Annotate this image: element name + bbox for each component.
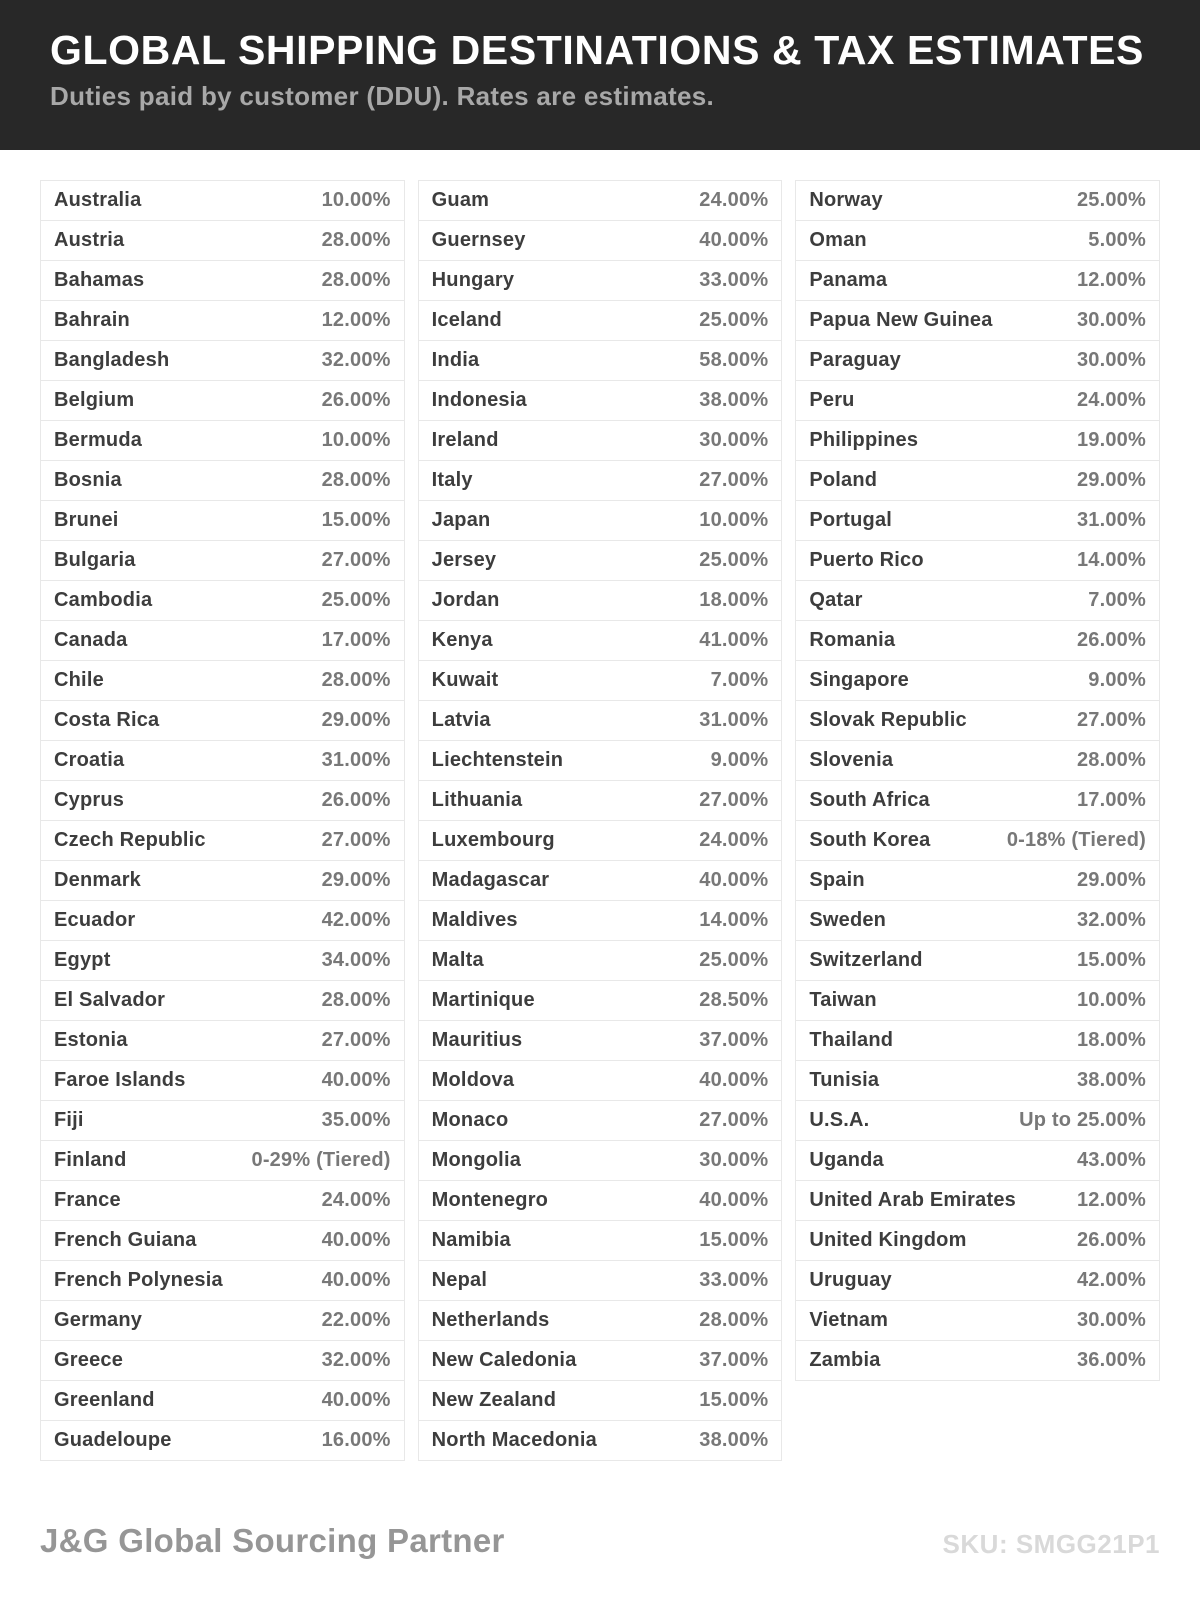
footer-brand: J&G Global Sourcing Partner	[40, 1522, 505, 1559]
country-name: Norway	[809, 189, 883, 211]
country-name: Nepal	[431, 1269, 488, 1291]
rate-row	[418, 1260, 783, 1301]
rate-value: 24.00%	[699, 189, 769, 211]
rate-row	[795, 820, 1160, 861]
rate-value: 14.00%	[1076, 549, 1146, 571]
rate-value: 10.00%	[321, 429, 391, 451]
rate-row	[795, 900, 1160, 941]
rate-value: 40.00%	[699, 229, 769, 251]
rate-value: 27.00%	[321, 1029, 391, 1051]
country-name: Madagascar	[431, 869, 550, 891]
rate-row	[40, 860, 405, 901]
rate-value: 12.00%	[1076, 1189, 1146, 1211]
rate-row	[418, 540, 783, 581]
rate-row	[795, 860, 1160, 901]
rate-value: 26.00%	[1076, 1229, 1146, 1251]
rate-row	[418, 940, 783, 981]
rate-row	[795, 740, 1160, 781]
country-name: Costa Rica	[54, 709, 160, 731]
country-name: Philippines	[809, 429, 919, 451]
rate-row	[418, 1380, 783, 1421]
rate-row	[418, 1420, 783, 1461]
rate-row	[40, 620, 405, 661]
rate-row	[40, 1140, 405, 1181]
country-name: Bangladesh	[54, 349, 170, 371]
rate-value: 28.50%	[699, 989, 769, 1011]
rate-value: 28.00%	[321, 469, 391, 491]
rate-value: 32.00%	[321, 349, 391, 371]
rate-row	[795, 420, 1160, 461]
rate-value: 30.00%	[699, 1149, 769, 1171]
country-name: Faroe Islands	[54, 1069, 186, 1091]
country-name: Greece	[54, 1349, 124, 1371]
rate-value: 7.00%	[710, 669, 769, 691]
rate-value: 25.00%	[321, 589, 391, 611]
rate-row	[795, 460, 1160, 501]
country-name: Moldova	[431, 1069, 515, 1091]
country-name: Kenya	[431, 629, 493, 651]
rate-value: 42.00%	[321, 909, 391, 931]
rate-value: 37.00%	[699, 1349, 769, 1371]
country-name: Japan	[431, 509, 491, 531]
rate-value: 22.00%	[321, 1309, 391, 1331]
rate-row	[40, 980, 405, 1021]
rate-row	[40, 340, 405, 381]
country-name: Uruguay	[809, 1269, 892, 1291]
country-name: Belgium	[54, 389, 135, 411]
rate-row	[40, 900, 405, 941]
country-name: North Macedonia	[431, 1429, 597, 1451]
rate-value: 27.00%	[321, 549, 391, 571]
country-name: Montenegro	[431, 1189, 549, 1211]
rate-value: 38.00%	[699, 1429, 769, 1451]
country-name: Romania	[809, 629, 896, 651]
rate-row	[795, 260, 1160, 301]
country-name: Denmark	[54, 869, 141, 891]
rate-value: 5.00%	[1088, 229, 1146, 251]
rate-row	[418, 860, 783, 901]
country-name: Fiji	[54, 1109, 84, 1131]
rate-row	[418, 1060, 783, 1101]
rate-value: 28.00%	[321, 229, 391, 251]
rate-row	[40, 380, 405, 421]
country-name: Germany	[54, 1309, 143, 1331]
rate-row	[40, 1220, 405, 1261]
rate-value: 14.00%	[699, 909, 769, 931]
country-name: Finland	[54, 1149, 127, 1171]
rate-row	[40, 1260, 405, 1301]
country-name: Egypt	[54, 949, 111, 971]
rate-value: 28.00%	[321, 669, 391, 691]
rate-row	[418, 1180, 783, 1221]
country-name: Papua New Guinea	[809, 309, 993, 331]
country-name: Latvia	[431, 709, 491, 731]
country-name: Jersey	[431, 549, 497, 571]
rate-row	[40, 1420, 405, 1461]
rate-row	[40, 500, 405, 541]
country-name: Uganda	[809, 1149, 884, 1171]
rate-value: 12.00%	[321, 309, 391, 331]
country-name: Monaco	[431, 1109, 509, 1131]
rate-value: 18.00%	[1076, 1029, 1146, 1051]
rate-row	[418, 180, 783, 221]
rate-column-2	[418, 180, 783, 1461]
rate-row	[795, 1140, 1160, 1181]
rate-row	[795, 300, 1160, 341]
footer-sku: SKU: SMGG21P1	[942, 1528, 1160, 1559]
country-name: Ecuador	[54, 909, 136, 931]
rate-value: 15.00%	[699, 1229, 769, 1251]
rate-row	[418, 1300, 783, 1341]
rate-value: 27.00%	[321, 829, 391, 851]
rate-value: 10.00%	[321, 189, 391, 211]
rate-value: 17.00%	[321, 629, 391, 651]
rate-row	[795, 340, 1160, 381]
rate-value: 31.00%	[699, 709, 769, 731]
country-name: Thailand	[809, 1029, 894, 1051]
country-name: Vietnam	[809, 1309, 889, 1331]
rate-value: 15.00%	[699, 1389, 769, 1411]
rate-value: 28.00%	[1076, 749, 1146, 771]
rate-value: 29.00%	[1076, 469, 1146, 491]
rate-row	[418, 620, 783, 661]
rate-row	[795, 980, 1160, 1021]
country-name: New Caledonia	[431, 1349, 577, 1371]
rate-row	[418, 660, 783, 701]
country-name: Bahamas	[54, 269, 145, 291]
rate-value: 27.00%	[699, 469, 769, 491]
country-name: Switzerland	[809, 949, 923, 971]
rate-row	[40, 540, 405, 581]
rate-row	[40, 1380, 405, 1421]
rate-value: 40.00%	[699, 869, 769, 891]
country-name: Zambia	[809, 1349, 881, 1371]
country-name: Peru	[809, 389, 855, 411]
rate-value: 28.00%	[699, 1309, 769, 1331]
country-name: Poland	[809, 469, 878, 491]
country-name: Sweden	[809, 909, 887, 931]
rate-row	[795, 1260, 1160, 1301]
rate-row	[418, 900, 783, 941]
rate-value: 16.00%	[321, 1429, 391, 1451]
footer	[40, 1522, 1160, 1560]
rate-value: 0-18% (Tiered)	[1006, 829, 1146, 851]
rate-row	[418, 740, 783, 781]
rate-row	[40, 580, 405, 621]
rate-row	[40, 1060, 405, 1101]
rate-row	[418, 500, 783, 541]
rate-row	[40, 300, 405, 341]
country-name: Oman	[809, 229, 867, 251]
rate-value: 40.00%	[699, 1069, 769, 1091]
rate-value: 40.00%	[321, 1269, 391, 1291]
rate-row	[418, 1220, 783, 1261]
rate-value: 31.00%	[321, 749, 391, 771]
rate-value: 19.00%	[1076, 429, 1146, 451]
rate-column-1	[40, 180, 405, 1461]
rate-row	[795, 780, 1160, 821]
country-name: Chile	[54, 669, 104, 691]
country-name: Tunisia	[809, 1069, 880, 1091]
country-name: Bermuda	[54, 429, 143, 451]
country-name: Bahrain	[54, 309, 130, 331]
rate-row	[418, 580, 783, 621]
rate-value: 42.00%	[1076, 1269, 1146, 1291]
rate-value: 30.00%	[1076, 1309, 1146, 1331]
rate-value: 40.00%	[699, 1189, 769, 1211]
rate-value: 29.00%	[1076, 869, 1146, 891]
rate-value: 27.00%	[699, 789, 769, 811]
country-name: Guadeloupe	[54, 1429, 172, 1451]
rate-row	[418, 1100, 783, 1141]
country-name: Mongolia	[431, 1149, 522, 1171]
rate-value: 40.00%	[321, 1389, 391, 1411]
country-name: Greenland	[54, 1389, 155, 1411]
rate-value: 30.00%	[699, 429, 769, 451]
rate-value: 41.00%	[699, 629, 769, 651]
rate-value: 27.00%	[699, 1109, 769, 1131]
rate-row	[418, 460, 783, 501]
country-name: Malta	[431, 949, 484, 971]
rate-row	[40, 180, 405, 221]
rate-value: 32.00%	[321, 1349, 391, 1371]
rate-value: 25.00%	[699, 949, 769, 971]
country-name: Luxembourg	[431, 829, 555, 851]
rate-value: 10.00%	[1076, 989, 1146, 1011]
rate-value: 15.00%	[321, 509, 391, 531]
country-name: Bosnia	[54, 469, 122, 491]
rate-row	[418, 1140, 783, 1181]
country-name: Croatia	[54, 749, 125, 771]
country-name: Hungary	[431, 269, 515, 291]
rate-row	[418, 780, 783, 821]
rate-value: 40.00%	[321, 1069, 391, 1091]
rate-row	[40, 940, 405, 981]
country-name: United Arab Emirates	[809, 1189, 1016, 1211]
rate-row	[795, 620, 1160, 661]
rate-value: 37.00%	[699, 1029, 769, 1051]
rate-value: 35.00%	[321, 1109, 391, 1131]
rate-row	[40, 1300, 405, 1341]
rate-row	[40, 1100, 405, 1141]
country-name: Ireland	[431, 429, 499, 451]
rate-value: Up to 25.00%	[1019, 1109, 1146, 1131]
rate-row	[40, 220, 405, 261]
rate-value: 28.00%	[321, 989, 391, 1011]
country-name: Estonia	[54, 1029, 128, 1051]
country-name: Kuwait	[431, 669, 499, 691]
country-name: United Kingdom	[809, 1229, 967, 1251]
rate-value: 30.00%	[1076, 309, 1146, 331]
country-name: Austria	[54, 229, 125, 251]
rate-row	[40, 460, 405, 501]
rate-value: 30.00%	[1076, 349, 1146, 371]
country-name: Cyprus	[54, 789, 125, 811]
rate-value: 7.00%	[1088, 589, 1146, 611]
country-name: South Korea	[809, 829, 931, 851]
rate-value: 12.00%	[1076, 269, 1146, 291]
rate-row	[40, 420, 405, 461]
rate-row	[795, 1100, 1160, 1141]
rate-row	[418, 700, 783, 741]
country-name: Spain	[809, 869, 865, 891]
rate-value: 36.00%	[1076, 1349, 1146, 1371]
rate-value: 24.00%	[1076, 389, 1146, 411]
country-name: Lithuania	[431, 789, 523, 811]
rate-row	[40, 1180, 405, 1221]
rate-row	[40, 1340, 405, 1381]
rate-row	[418, 420, 783, 461]
rate-value: 38.00%	[1076, 1069, 1146, 1091]
rate-value: 40.00%	[321, 1229, 391, 1251]
country-name: El Salvador	[54, 989, 166, 1011]
rate-row	[795, 180, 1160, 221]
country-name: Iceland	[431, 309, 502, 331]
country-name: France	[54, 1189, 121, 1211]
rates-table	[40, 180, 1160, 1461]
country-name: Paraguay	[809, 349, 901, 371]
rate-row	[40, 1020, 405, 1061]
rate-row	[40, 780, 405, 821]
rate-value: 29.00%	[321, 709, 391, 731]
country-name: New Zealand	[431, 1389, 557, 1411]
rate-row	[795, 940, 1160, 981]
rate-value: 34.00%	[321, 949, 391, 971]
rate-value: 18.00%	[699, 589, 769, 611]
rate-row	[40, 740, 405, 781]
country-name: Bulgaria	[54, 549, 136, 571]
rate-row	[418, 260, 783, 301]
rate-value: 9.00%	[1088, 669, 1146, 691]
rate-value: 26.00%	[1076, 629, 1146, 651]
country-name: Slovak Republic	[809, 709, 967, 731]
page-title: GLOBAL SHIPPING DESTINATIONS & TAX ESTIMATES	[50, 27, 1144, 73]
country-name: Australia	[54, 189, 142, 211]
country-name: Puerto Rico	[809, 549, 924, 571]
rate-row	[418, 300, 783, 341]
rate-value: 33.00%	[699, 1269, 769, 1291]
rate-value: 25.00%	[1076, 189, 1146, 211]
rate-value: 17.00%	[1076, 789, 1146, 811]
rate-value: 29.00%	[321, 869, 391, 891]
country-name: South Africa	[809, 789, 930, 811]
rate-value: 9.00%	[710, 749, 769, 771]
country-name: Jordan	[431, 589, 500, 611]
rate-row	[418, 1020, 783, 1061]
rate-row	[795, 660, 1160, 701]
rate-row	[418, 380, 783, 421]
rate-value: 25.00%	[699, 549, 769, 571]
country-name: Portugal	[809, 509, 893, 531]
country-name: Singapore	[809, 669, 909, 691]
rate-value: 58.00%	[699, 349, 769, 371]
rate-row	[40, 260, 405, 301]
rate-row	[418, 220, 783, 261]
rate-row	[795, 1220, 1160, 1261]
rate-column-3	[795, 180, 1160, 1381]
rate-row	[795, 1340, 1160, 1381]
rate-value: 26.00%	[321, 789, 391, 811]
country-name: Guam	[431, 189, 490, 211]
country-name: Canada	[54, 629, 128, 651]
country-name: Qatar	[809, 589, 863, 611]
country-name: Namibia	[431, 1229, 511, 1251]
rate-value: 33.00%	[699, 269, 769, 291]
country-name: French Polynesia	[54, 1269, 223, 1291]
rate-row	[795, 380, 1160, 421]
country-name: Slovenia	[809, 749, 894, 771]
country-name: Panama	[809, 269, 888, 291]
header-banner	[0, 0, 1200, 150]
rate-row	[418, 1340, 783, 1381]
rate-value: 38.00%	[699, 389, 769, 411]
rate-value: 43.00%	[1076, 1149, 1146, 1171]
rate-row	[40, 820, 405, 861]
rate-row	[795, 540, 1160, 581]
rate-value: 28.00%	[321, 269, 391, 291]
rate-value: 31.00%	[1076, 509, 1146, 531]
country-name: Maldives	[431, 909, 518, 931]
country-name: Mauritius	[431, 1029, 523, 1051]
country-name: Cambodia	[54, 589, 153, 611]
rate-row	[795, 580, 1160, 621]
rate-value: 27.00%	[1076, 709, 1146, 731]
rate-row	[795, 1300, 1160, 1341]
rate-value: 10.00%	[699, 509, 769, 531]
country-name: U.S.A.	[809, 1109, 870, 1131]
country-name: Brunei	[54, 509, 119, 531]
rate-row	[418, 340, 783, 381]
page-subtitle: Duties paid by customer (DDU). Rates are estimates.	[50, 81, 715, 112]
country-name: Netherlands	[431, 1309, 550, 1331]
rate-row	[40, 700, 405, 741]
rate-row	[795, 1060, 1160, 1101]
rate-row	[40, 660, 405, 701]
rate-value: 24.00%	[321, 1189, 391, 1211]
country-name: Taiwan	[809, 989, 877, 1011]
rate-row	[795, 500, 1160, 541]
rate-row	[418, 820, 783, 861]
country-name: India	[431, 349, 480, 371]
country-name: Indonesia	[431, 389, 527, 411]
country-name: Guernsey	[431, 229, 526, 251]
rate-row	[795, 1180, 1160, 1221]
rate-row	[795, 700, 1160, 741]
rate-row	[795, 220, 1160, 261]
rate-row	[795, 1020, 1160, 1061]
rate-value: 32.00%	[1076, 909, 1146, 931]
country-name: Italy	[431, 469, 473, 491]
rate-row	[418, 980, 783, 1021]
country-name: French Guiana	[54, 1229, 197, 1251]
rate-value: 15.00%	[1076, 949, 1146, 971]
country-name: Liechtenstein	[431, 749, 564, 771]
rate-value: 25.00%	[699, 309, 769, 331]
rate-value: 26.00%	[321, 389, 391, 411]
rate-value: 0-29% (Tiered)	[251, 1149, 391, 1171]
rate-value: 24.00%	[699, 829, 769, 851]
country-name: Martinique	[431, 989, 535, 1011]
country-name: Czech Republic	[54, 829, 206, 851]
